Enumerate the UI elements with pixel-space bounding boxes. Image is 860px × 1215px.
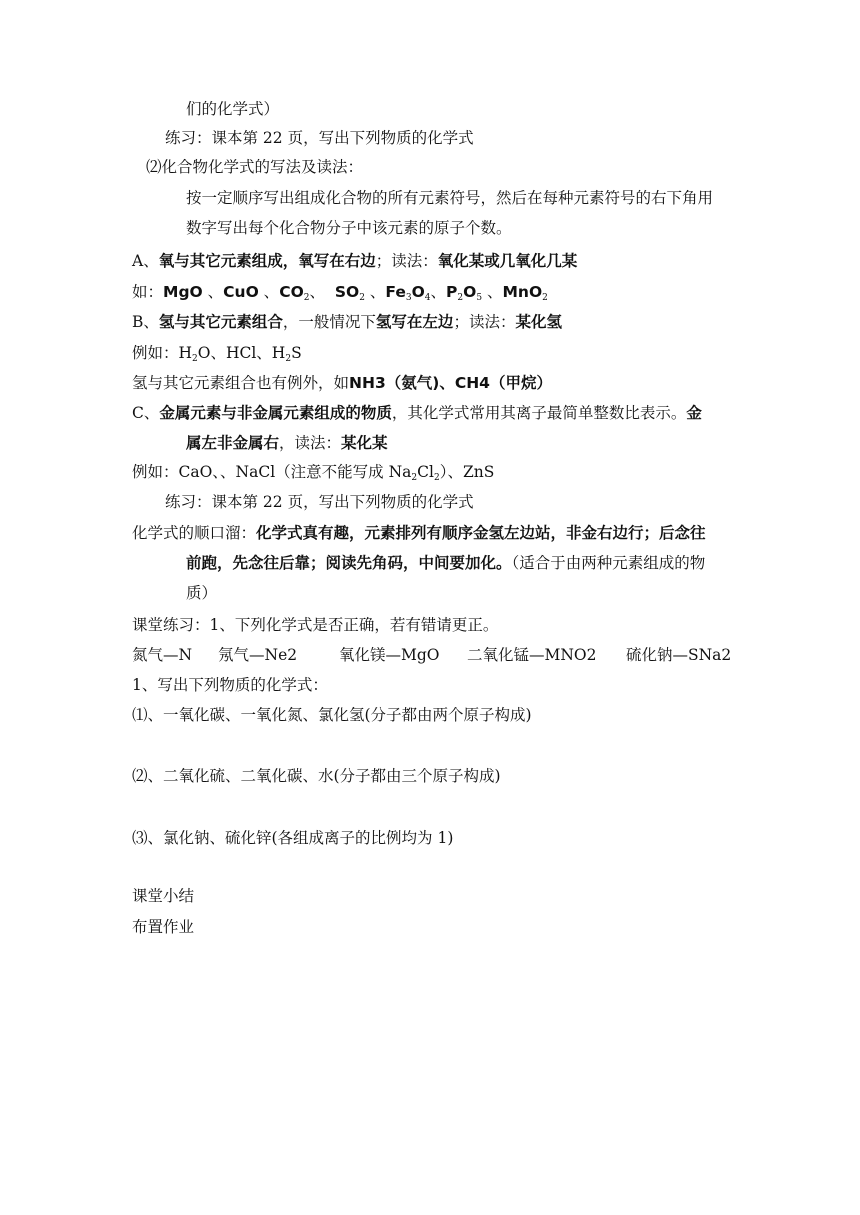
- exception-line: 氢与其它元素组合也有例外，如NH3（氨气)、CH4（甲烷）: [132, 374, 552, 392]
- section-a-line: A、氧与其它元素组成，氧写在右边；读法：氧化某或几氧化几某: [132, 252, 578, 270]
- text-line: 课堂练习：1、下列化学式是否正确，若有错请更正。: [132, 616, 499, 634]
- text-line: 属左非金属右，读法：某化某: [186, 434, 388, 452]
- text-line: 前跑，先念往后靠；阅读先角码，中间要加化。（适合于由两种元素组成的物: [186, 554, 706, 572]
- text-line: 质）: [186, 584, 218, 602]
- oxide-examples-line: 如：MgO 、CuO 、$CO_2$、 $SO_2$ 、$Fe_3O_4$、$P_2O_5$ 、MnO$_2$: [132, 283, 548, 303]
- salt-examples-line: 例如：CaO、、NaCl（注意不能写成 $Na_2Cl_2$）、ZnS: [132, 463, 495, 483]
- rhyme-line: 化学式的顺口溜：化学式真有趣，元素排列有顺序金氢左边站，非金右边行；后念往: [132, 524, 706, 542]
- text-line: 1、写出下列物质的化学式：: [132, 676, 328, 694]
- text-line: 课堂小结: [132, 887, 195, 905]
- text-line: ⑶、氯化钠、硫化锌(各组成离子的比例均为 1): [132, 829, 454, 847]
- text-line: 练习：课本第 22 页，写出下列物质的化学式: [165, 493, 474, 511]
- text-line: 按一定顺序写出组成化合物的所有元素符号，然后在每种元素符号的右下角用: [186, 189, 714, 207]
- text-line: 布置作业: [132, 918, 195, 936]
- text-line: 们的化学式）: [186, 100, 280, 118]
- text-line: ⑵、二氧化硫、二氧化碳、水(分子都由三个原子构成): [132, 767, 501, 785]
- text-line: 练习：课本第 22 页，写出下列物质的化学式: [165, 129, 474, 147]
- text-line: 数字写出每个化合物分子中该元素的原子个数。: [186, 219, 512, 237]
- section-c-line: C、金属元素与非金属元素组成的物质，其化学式常用其离子最简单整数比表示。金: [132, 404, 702, 422]
- section-b-line: B、氢与其它元素组合，一般情况下氢写在左边；读法：某化氢: [132, 313, 562, 331]
- text-line: ⑴、一氧化碳、一氧化氮、氯化氢(分子都由两个原子构成): [132, 706, 532, 724]
- exercise-items-line: 氮气—N 氖气—Ne2 氧化镁—MgO 二氧化锰—MNO2 硫化钠—SNa2: [132, 646, 732, 664]
- hydride-examples-line: 例如：$H_2O$、HCl、$H_2S$: [132, 344, 302, 364]
- text-line: ⑵化合物化学式的写法及读法：: [146, 158, 364, 176]
